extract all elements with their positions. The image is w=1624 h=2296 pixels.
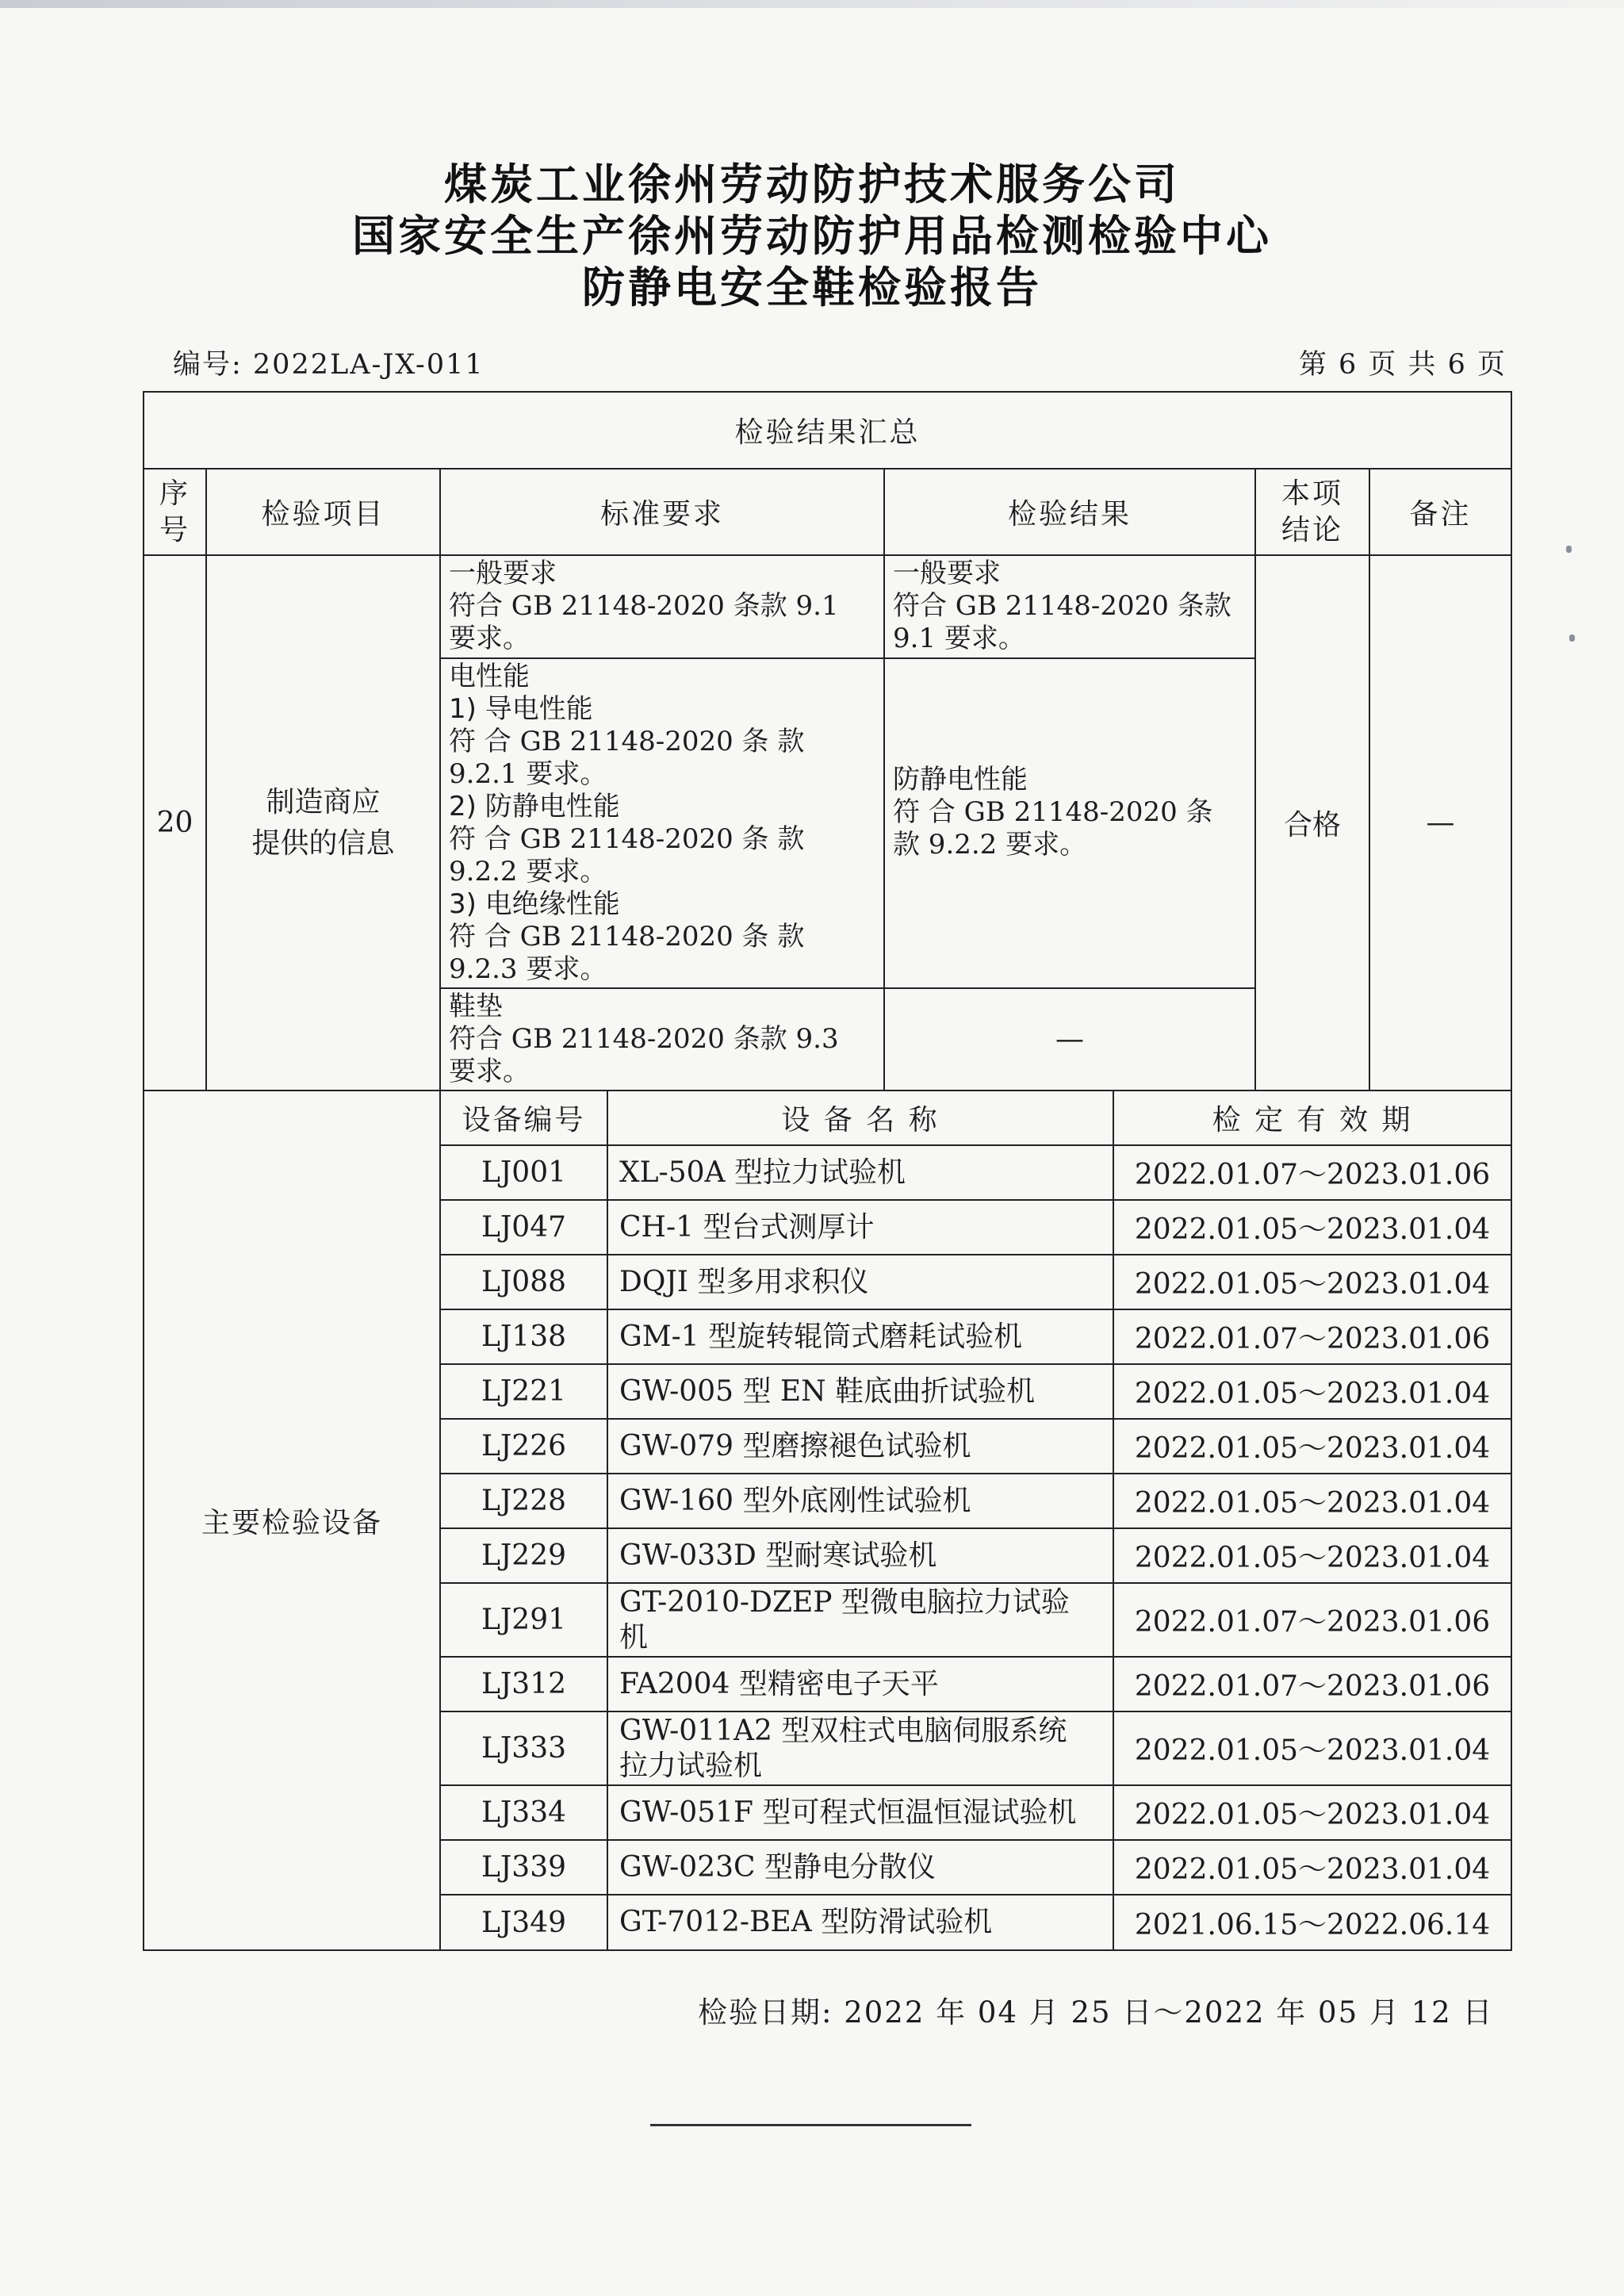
header-seq xyxy=(144,469,206,555)
result-line: 一般要求 xyxy=(893,558,1001,589)
standard-line: 3) 电绝缘性能 xyxy=(449,888,620,920)
header-conclusion-line: 本项 xyxy=(1281,477,1343,510)
standard-line: 2) 防静电性能 xyxy=(449,791,620,822)
report-title: 防静电安全鞋检验报告 xyxy=(582,263,1042,312)
equipment-table xyxy=(441,1091,1511,1949)
company-name: 煤炭工业徐州劳动防护技术服务公司 xyxy=(444,159,1180,209)
equipment-valid: 2022.01.07～2023.01.06 xyxy=(1113,1309,1511,1364)
equipment-code: LJ221 xyxy=(441,1364,607,1419)
equipment-row xyxy=(441,1474,1511,1528)
equipment-section xyxy=(144,1091,1511,1950)
equipment-name xyxy=(607,1419,1113,1474)
equipment-name-line: GW-160 型外底刚性试验机 xyxy=(619,1484,971,1517)
equipment-name-line: GT-2010-DZEP 型微电脑拉力试验 xyxy=(619,1585,1070,1619)
equipment-name-line: GW-033D 型耐寒试验机 xyxy=(619,1539,937,1572)
report-table xyxy=(143,391,1512,1951)
scan-speck xyxy=(1566,546,1572,553)
equipment-code: LJ229 xyxy=(441,1528,607,1583)
summary-row xyxy=(144,555,1511,658)
header-conclusion-line: 结论 xyxy=(1281,513,1343,546)
row-item-line: 制造商应 xyxy=(266,785,381,818)
standard-line: 符 合 GB 21148-2020 条 款 xyxy=(449,921,805,953)
result-line: 符合 GB 21148-2020 条款 xyxy=(893,590,1231,622)
equipment-row xyxy=(441,1309,1511,1364)
standard-insole xyxy=(440,988,884,1091)
center-name: 国家安全生产徐州劳动防护用品检测检验中心 xyxy=(352,211,1272,261)
row-conclusion: 合格 xyxy=(1255,555,1369,1091)
equipment-valid: 2021.06.15～2022.06.14 xyxy=(1113,1895,1511,1949)
equipment-table-cell xyxy=(440,1091,1511,1950)
equipment-name xyxy=(607,1309,1113,1364)
inspection-date: 检验日期: 2022 年 04 月 25 日～2022 年 05 月 12 日 xyxy=(698,1995,1494,2030)
header-result: 检验结果 xyxy=(884,469,1255,555)
equipment-row xyxy=(441,1145,1511,1200)
equipment-name xyxy=(607,1474,1113,1528)
standard-line: 9.2.2 要求。 xyxy=(449,856,607,887)
header-item: 检验项目 xyxy=(206,469,440,555)
equipment-name-line: XL-50A 型拉力试验机 xyxy=(619,1156,906,1189)
scan-top-edge xyxy=(0,0,1624,8)
equipment-row xyxy=(441,1583,1511,1657)
standard-line: 一般要求 xyxy=(449,558,557,589)
equipment-name xyxy=(607,1528,1113,1583)
standard-line: 符合 GB 21148-2020 条款 9.1 xyxy=(449,590,839,622)
header-conclusion xyxy=(1255,469,1369,555)
result-line: 款 9.2.2 要求。 xyxy=(893,828,1087,861)
standard-electrical xyxy=(440,658,884,988)
equipment-name xyxy=(607,1840,1113,1895)
equipment-name xyxy=(607,1711,1113,1785)
equipment-code: LJ228 xyxy=(441,1474,607,1528)
row-remark: — xyxy=(1369,555,1511,1091)
equipment-name xyxy=(607,1255,1113,1309)
equipment-valid: 2022.01.05～2023.01.04 xyxy=(1113,1711,1511,1785)
equipment-name-line: CH-1 型台式测厚计 xyxy=(619,1210,875,1244)
header-equipment-valid: 检 定 有 效 期 xyxy=(1113,1091,1511,1145)
standard-general xyxy=(440,555,884,658)
equipment-row xyxy=(441,1657,1511,1711)
summary-title: 检验结果汇总 xyxy=(144,392,1511,469)
equipment-name-line: GW-023C 型静电分散仪 xyxy=(619,1850,936,1884)
standard-line: 符合 GB 21148-2020 条款 9.3 xyxy=(449,1023,839,1055)
row-item-line: 提供的信息 xyxy=(251,826,395,860)
equipment-code: LJ312 xyxy=(441,1657,607,1711)
equipment-name-line: GW-005 型 EN 鞋底曲折试验机 xyxy=(619,1374,1036,1408)
equipment-header-row xyxy=(441,1091,1511,1145)
standard-line: 电性能 xyxy=(449,661,530,692)
header-remark: 备注 xyxy=(1369,469,1511,555)
equipment-valid: 2022.01.07～2023.01.06 xyxy=(1113,1145,1511,1200)
equipment-code: LJ333 xyxy=(441,1711,607,1785)
equipment-name xyxy=(607,1657,1113,1711)
row-seq: 20 xyxy=(144,555,206,1091)
equipment-valid: 2022.01.05～2023.01.04 xyxy=(1113,1419,1511,1474)
equipment-row xyxy=(441,1419,1511,1474)
header-seq-line: 序 xyxy=(159,477,190,510)
equipment-name xyxy=(607,1583,1113,1657)
equipment-name-line: GW-051F 型可程式恒温恒湿试验机 xyxy=(619,1796,1077,1829)
equipment-code: LJ334 xyxy=(441,1785,607,1840)
equipment-name-line: GT-7012-BEA 型防滑试验机 xyxy=(619,1906,993,1938)
bottom-rule xyxy=(650,2124,971,2126)
equipment-valid: 2022.01.05～2023.01.04 xyxy=(1113,1528,1511,1583)
equipment-code: LJ226 xyxy=(441,1419,607,1474)
equipment-row xyxy=(441,1200,1511,1255)
page-indicator: 第 6 页 共 6 页 xyxy=(1298,349,1507,381)
header-equipment-code: 设备编号 xyxy=(441,1091,607,1145)
equipment-code: LJ138 xyxy=(441,1309,607,1364)
header-standard: 标准要求 xyxy=(440,469,884,555)
result-line: 9.1 要求。 xyxy=(893,623,1025,654)
equipment-row xyxy=(441,1840,1511,1895)
equipment-valid: 2022.01.07～2023.01.06 xyxy=(1113,1583,1511,1657)
row-item xyxy=(206,555,440,1091)
standard-line: 鞋垫 xyxy=(449,991,503,1022)
equipment-row xyxy=(441,1785,1511,1840)
equipment-code: LJ001 xyxy=(441,1145,607,1200)
equipment-row xyxy=(441,1528,1511,1583)
equipment-valid: 2022.01.05～2023.01.04 xyxy=(1113,1255,1511,1309)
standard-line: 要求。 xyxy=(449,623,530,654)
report-number: 编号: 2022LA-JX-011 xyxy=(173,349,485,381)
equipment-valid: 2022.01.05～2023.01.04 xyxy=(1113,1785,1511,1840)
equipment-row xyxy=(441,1255,1511,1309)
standard-line: 9.2.3 要求。 xyxy=(449,953,607,985)
equipment-name-line: 拉力试验机 xyxy=(619,1749,763,1782)
header-equipment-name: 设 备 名 称 xyxy=(607,1091,1113,1145)
equipment-label: 主要检验设备 xyxy=(144,1091,440,1950)
equipment-row xyxy=(441,1711,1511,1785)
equipment-code: LJ088 xyxy=(441,1255,607,1309)
equipment-row xyxy=(441,1364,1511,1419)
result-electrical xyxy=(884,658,1255,988)
equipment-name xyxy=(607,1895,1113,1949)
equipment-name-line: FA2004 型精密电子天平 xyxy=(619,1667,939,1700)
result-insole: — xyxy=(884,988,1255,1091)
scan-speck xyxy=(1569,634,1575,642)
equipment-code: LJ047 xyxy=(441,1200,607,1255)
equipment-name-line: GW-079 型磨擦褪色试验机 xyxy=(619,1429,971,1462)
equipment-valid: 2022.01.05～2023.01.04 xyxy=(1113,1200,1511,1255)
equipment-valid: 2022.01.05～2023.01.04 xyxy=(1113,1474,1511,1528)
equipment-name xyxy=(607,1364,1113,1419)
equipment-name-line: 机 xyxy=(619,1620,649,1654)
equipment-name-line: GM-1 型旋转辊筒式磨耗试验机 xyxy=(619,1320,1023,1353)
result-general xyxy=(884,555,1255,658)
standard-line: 符 合 GB 21148-2020 条 款 xyxy=(449,823,805,855)
standard-line: 要求。 xyxy=(449,1056,530,1087)
equipment-name xyxy=(607,1145,1113,1200)
result-line: 符 合 GB 21148-2020 条 xyxy=(893,795,1213,828)
equipment-row xyxy=(441,1895,1511,1949)
equipment-name xyxy=(607,1200,1113,1255)
standard-line: 1) 导电性能 xyxy=(449,693,593,725)
header-seq-line: 号 xyxy=(159,513,190,546)
equipment-name xyxy=(607,1785,1113,1840)
summary-header-row xyxy=(144,469,1511,555)
equipment-name-line: GW-011A2 型双柱式电脑伺服系统 xyxy=(619,1714,1067,1747)
equipment-valid: 2022.01.07～2023.01.06 xyxy=(1113,1657,1511,1711)
equipment-code: LJ291 xyxy=(441,1583,607,1657)
equipment-code: LJ339 xyxy=(441,1840,607,1895)
equipment-valid: 2022.01.05～2023.01.04 xyxy=(1113,1364,1511,1419)
result-line: 防静电性能 xyxy=(893,763,1028,795)
equipment-valid: 2022.01.05～2023.01.04 xyxy=(1113,1840,1511,1895)
equipment-code: LJ349 xyxy=(441,1895,607,1949)
equipment-name-line: DQJI 型多用求积仪 xyxy=(619,1265,869,1298)
standard-line: 符 合 GB 21148-2020 条 款 xyxy=(449,726,805,757)
standard-line: 9.2.1 要求。 xyxy=(449,758,607,790)
